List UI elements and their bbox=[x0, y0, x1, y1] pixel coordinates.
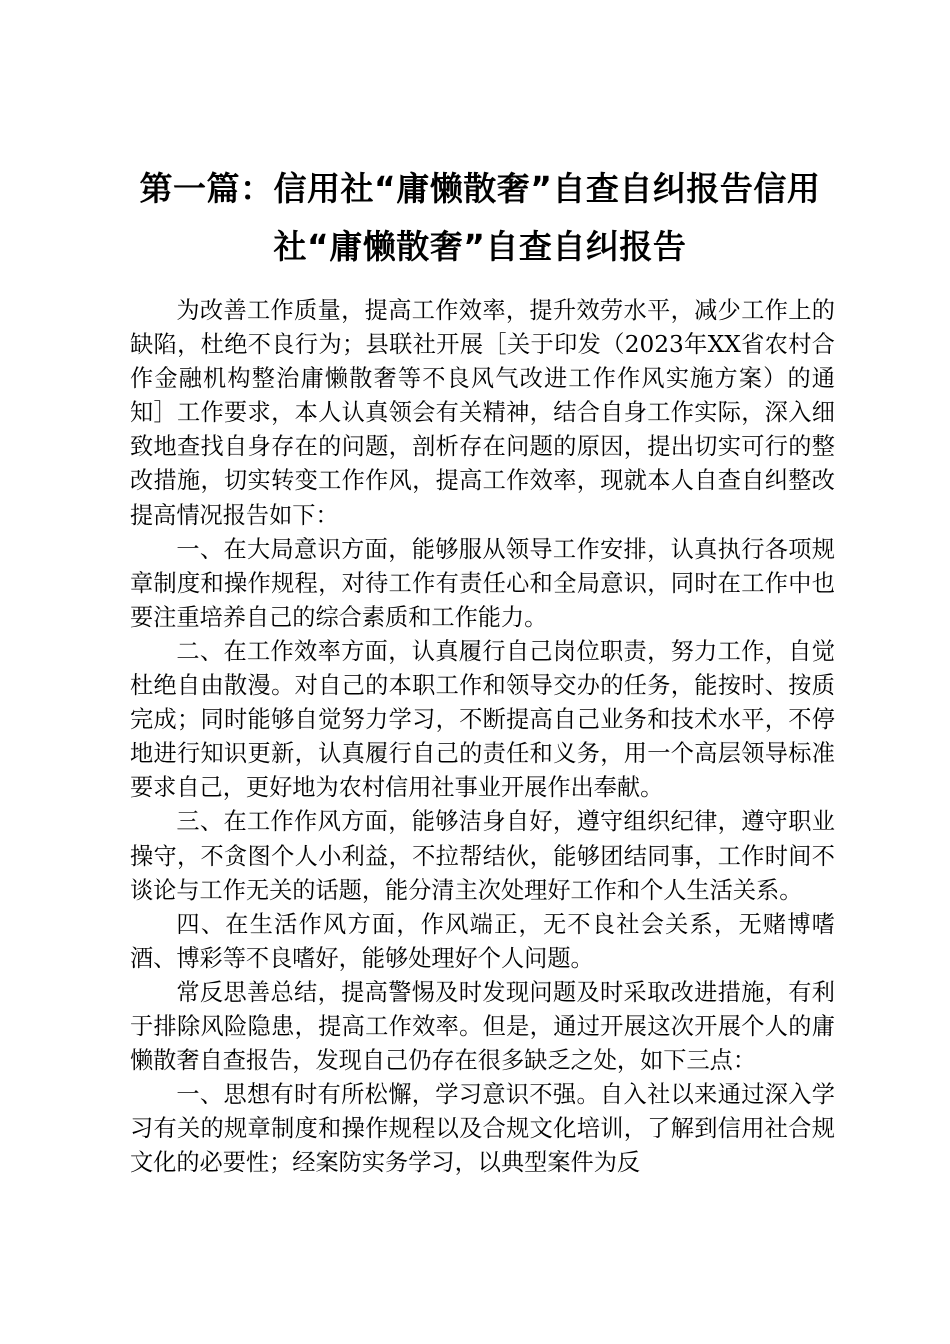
paragraph-intro: 为改善工作质量，提高工作效率，提升效劳水平，减少工作上的缺陷，杜绝不良行为；县联社开展［关于印发（2023年XX省农村合作金融机构整治庸懒散奢等不良风气改进工作作风实施方案）的通知］工作要求，本人认真领会有关精神，结合自身工作实际，深入细致地查找自身存在的问题，剖析存在问题的原因，提出切实可行的整改措施，切实转变工作作风，提高工作效率，现就本人自查自纠整改提高情况报告如下： bbox=[130, 297, 835, 529]
paragraph-life-style: 四、在生活作风方面，作风端正，无不良社会关系，无赌博嗜酒、博彩等不良嗜好，能够处理好个人问题。 bbox=[130, 910, 835, 972]
paragraph-reflection: 常反思善总结，提高警惕及时发现问题及时采取改进措施，有利于排除风险隐患，提高工作效率。但是，通过开展这次开展个人的庸懒散奢自查报告，发现自己仍存在很多缺乏之处，如下三点： bbox=[130, 978, 835, 1075]
paragraph-work-style: 三、在工作作风方面，能够洁身自好，遵守组织纪律，遵守职业操守，不贪图个人小利益，不拉帮结伙，能够团结同事，工作时间不谈论与工作无关的话题，能分清主次处理好工作和个人生活关系。 bbox=[130, 808, 835, 904]
document-body bbox=[130, 294, 835, 1180]
paragraph-shortcoming-one: 一、思想有时有所松懈，学习意识不强。自入社以来通过深入学习有关的规章制度和操作规程以及合规文化培训，了解到信用社合规文化的必要性；经案防实务学习，以典型案件为反 bbox=[130, 1081, 835, 1177]
paragraph-work-efficiency: 二、在工作效率方面，认真履行自己岗位职责，努力工作，自觉杜绝自由散漫。对自己的本职工作和领导交办的任务，能按时、按质完成；同时能够自觉努力学习，不断提高自己业务和技术水平，不停地进行知识更新，认真履行自己的责任和义务，用一个高层领导标准要求自己，更好地为农村信用社事业开展作出奉献。 bbox=[130, 637, 835, 802]
document-title: 第一篇：信用社“庸懒散奢”自查自纠报告信用社“庸懒散奢”自查自纠报告 bbox=[139, 169, 821, 266]
paragraph-overall-awareness: 一、在大局意识方面，能够服从领导工作安排，认真执行各项规章制度和操作规程，对待工作有责任心和全局意识，同时在工作中也要注重培养自己的综合素质和工作能力。 bbox=[130, 535, 835, 631]
